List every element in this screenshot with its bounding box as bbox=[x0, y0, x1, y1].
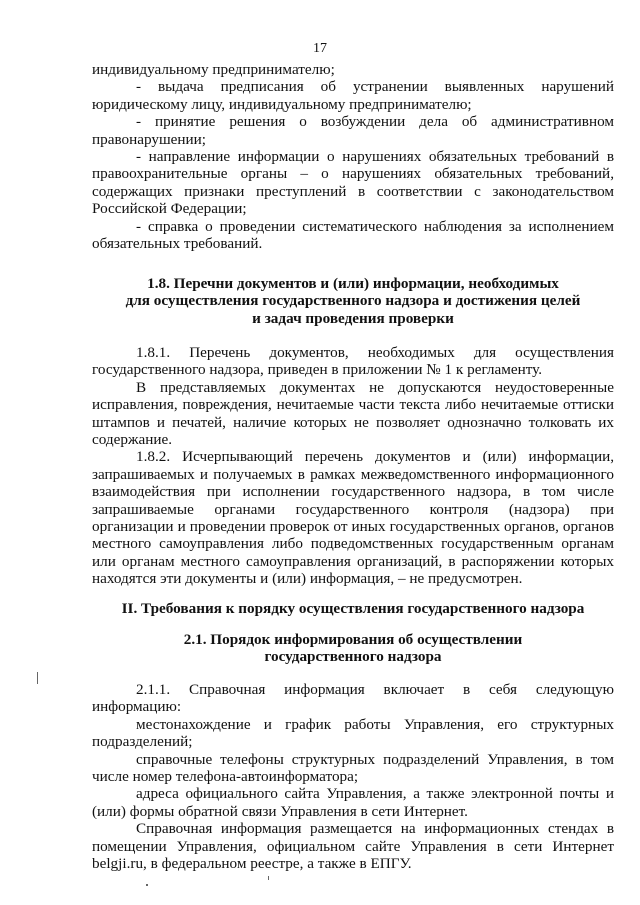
list-item: - направление информации о нарушениях обязательных требований в правоохранительные органы – о нарушениях обязательных требований, содержащих признаки преступлений в соответствии с законодательством Российской Федерации; bbox=[92, 148, 614, 218]
heading-line: II. Требования к порядку осуществления государственного надзора bbox=[121, 600, 585, 617]
scan-speck bbox=[146, 884, 148, 886]
heading-line: для осуществления государственного надзора и достижения целей bbox=[125, 292, 581, 310]
paragraph: Справочная информация размещается на информационных стендах в помещении Управления, официальном сайте Управления в сети Интернет belgji.ru, в федеральном реестре, а также в ЕПГУ. bbox=[92, 820, 614, 873]
sanctions-list bbox=[92, 61, 614, 252]
list-item: - принятие решения о возбуждении дела об административном правонарушении; bbox=[92, 113, 614, 148]
section-2-1-body bbox=[92, 681, 614, 872]
section-heading-II bbox=[92, 600, 614, 617]
heading-line: 2.1. Порядок информирования об осуществлении bbox=[183, 631, 523, 648]
section-1-8-body bbox=[92, 344, 614, 588]
paragraph: справочные телефоны структурных подразделений Управления, в том числе номер телефона-автоинформатора; bbox=[92, 750, 614, 786]
paragraph: местонахождение и график работы Управления, его структурных подразделений; bbox=[92, 715, 614, 751]
heading-line: государственного надзора bbox=[264, 648, 442, 666]
section-heading-2-1 bbox=[92, 631, 614, 666]
heading-line: и задач проведения проверки bbox=[252, 309, 454, 327]
scan-speck bbox=[37, 672, 38, 684]
section-heading-1-8 bbox=[92, 275, 614, 327]
heading-line: 1.8. Перечни документов и (или) информации, необходимых bbox=[147, 275, 559, 292]
paragraph: адреса официального сайта Управления, а также электронной почты и (или) формы обратной связи Управления в сети Интернет. bbox=[92, 785, 614, 820]
paragraph: 1.8.1. Перечень документов, необходимых для осуществления государственного надзора, приведен в приложении № 1 к регламенту. bbox=[92, 344, 614, 379]
list-continuation: индивидуальному предпринимателю; bbox=[92, 61, 335, 78]
list-item: - справка о проведении систематического наблюдения за исполнением обязательных требований. bbox=[92, 217, 614, 253]
page-number: 17 bbox=[313, 41, 327, 56]
paragraph: 2.1.1. Справочная информация включает в себя следующую информацию: bbox=[92, 681, 614, 716]
list-item: - выдача предписания об устранении выявленных нарушений юридическому лицу, индивидуальному предпринимателю; bbox=[92, 78, 614, 113]
paragraph: 1.8.2. Исчерпывающий перечень документов и (или) информации, запрашиваемых и получаемых в рамках межведомственного информационного взаимодействия при исполнении государственного надзора, в том числе запрашиваемые органами государственного контроля (надзора) при организации и проведении проверок от иных государственных органов, органов местного самоуправления либо подведомственных государственным органам или органам местного самоуправления организаций, в распоряжении которых находятся эти документы и (или) информация, – не предусмотрен. bbox=[92, 448, 614, 588]
scan-speck bbox=[268, 876, 269, 880]
paragraph: В представляемых документах не допускаются неудостоверенные исправления, повреждения, нечитаемые части текста либо нечитаемые оттиски штампов и печатей, наличие которых не позволяет однозначно толковать их содержание. bbox=[92, 378, 614, 449]
